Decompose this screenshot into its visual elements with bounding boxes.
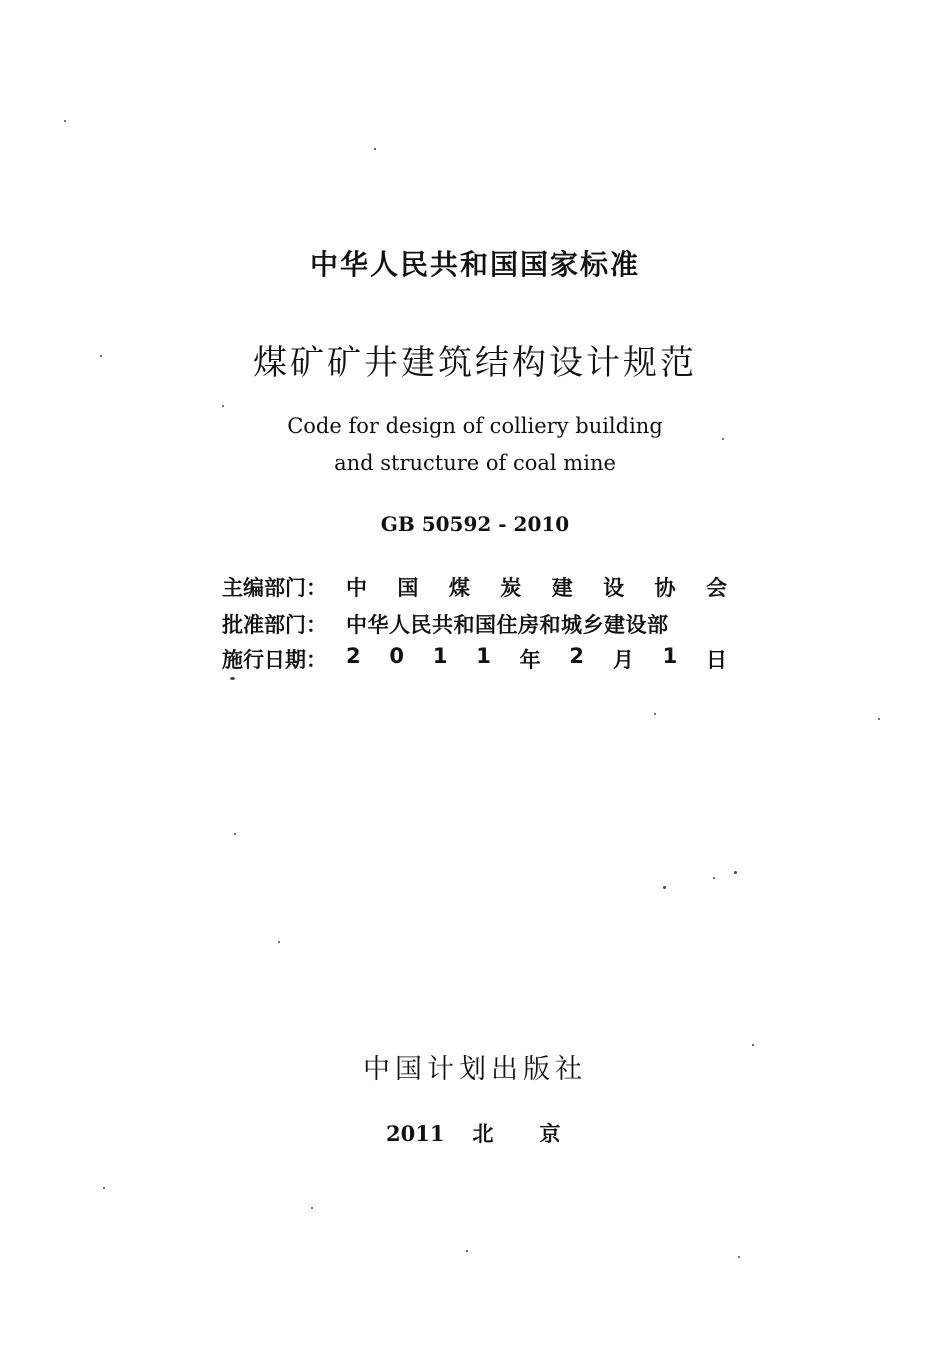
scan-speck — [713, 877, 715, 879]
publication-year: 2011 — [386, 1121, 445, 1146]
document-title-chinese: 煤矿矿井建筑结构设计规范 — [253, 343, 697, 383]
publication-year-city — [386, 1118, 606, 1148]
scan-speck — [230, 677, 235, 680]
editor-char: 煤 — [448, 576, 470, 600]
scan-speck — [752, 1044, 754, 1046]
approver-value: 中华人民共和国住房和城乡建设部 — [346, 613, 669, 637]
publisher-name: 中国计划出版社 — [363, 1054, 587, 1085]
scan-speck — [222, 405, 224, 407]
date-char: 1 — [662, 644, 678, 668]
effective-date-row — [222, 643, 727, 675]
standard-code: GB 50592 - 2010 — [380, 512, 570, 536]
editor-char: 炭 — [500, 576, 522, 600]
document-title-english-line2: and structure of coal mine — [334, 451, 616, 475]
editor-char: 设 — [603, 576, 625, 600]
scan-speck — [663, 886, 666, 889]
effective-date-label: 施行日期： — [222, 648, 327, 672]
scan-speck — [64, 120, 66, 122]
editor-value — [346, 572, 727, 602]
date-char: 0 — [389, 644, 405, 668]
scan-speck — [722, 438, 724, 440]
date-char: 日 — [706, 648, 727, 672]
editor-char: 建 — [551, 576, 573, 600]
scan-speck — [738, 1256, 740, 1258]
document-title-english-line1: Code for design of colliery building — [287, 414, 663, 438]
publication-city: 北京 — [472, 1122, 607, 1146]
approver-label: 批准部门： — [222, 613, 327, 637]
scan-speck — [311, 1207, 313, 1209]
scan-speck — [234, 833, 236, 835]
date-char: 年 — [519, 648, 541, 672]
scan-speck — [374, 148, 376, 150]
editor-label: 主编部门： — [222, 576, 327, 600]
scan-speck — [878, 718, 880, 720]
scan-speck — [734, 871, 737, 874]
scan-speck — [654, 713, 656, 715]
editor-char: 中 — [346, 576, 367, 600]
scan-speck — [466, 1250, 468, 1252]
date-char: 月 — [612, 648, 634, 672]
date-char: 2 — [569, 644, 585, 668]
editor-char: 国 — [397, 576, 419, 600]
scan-speck — [103, 1187, 105, 1189]
scan-speck — [278, 941, 280, 943]
effective-date-value — [346, 644, 727, 674]
national-standard-label: 中华人民共和国国家标准 — [309, 248, 640, 281]
approver-row — [222, 608, 727, 640]
date-char: 1 — [476, 644, 491, 668]
date-char: 2 — [346, 644, 361, 668]
date-char: 1 — [432, 644, 448, 668]
editor-row — [222, 571, 727, 603]
editor-char: 协 — [654, 576, 676, 600]
editor-char: 会 — [705, 576, 727, 600]
